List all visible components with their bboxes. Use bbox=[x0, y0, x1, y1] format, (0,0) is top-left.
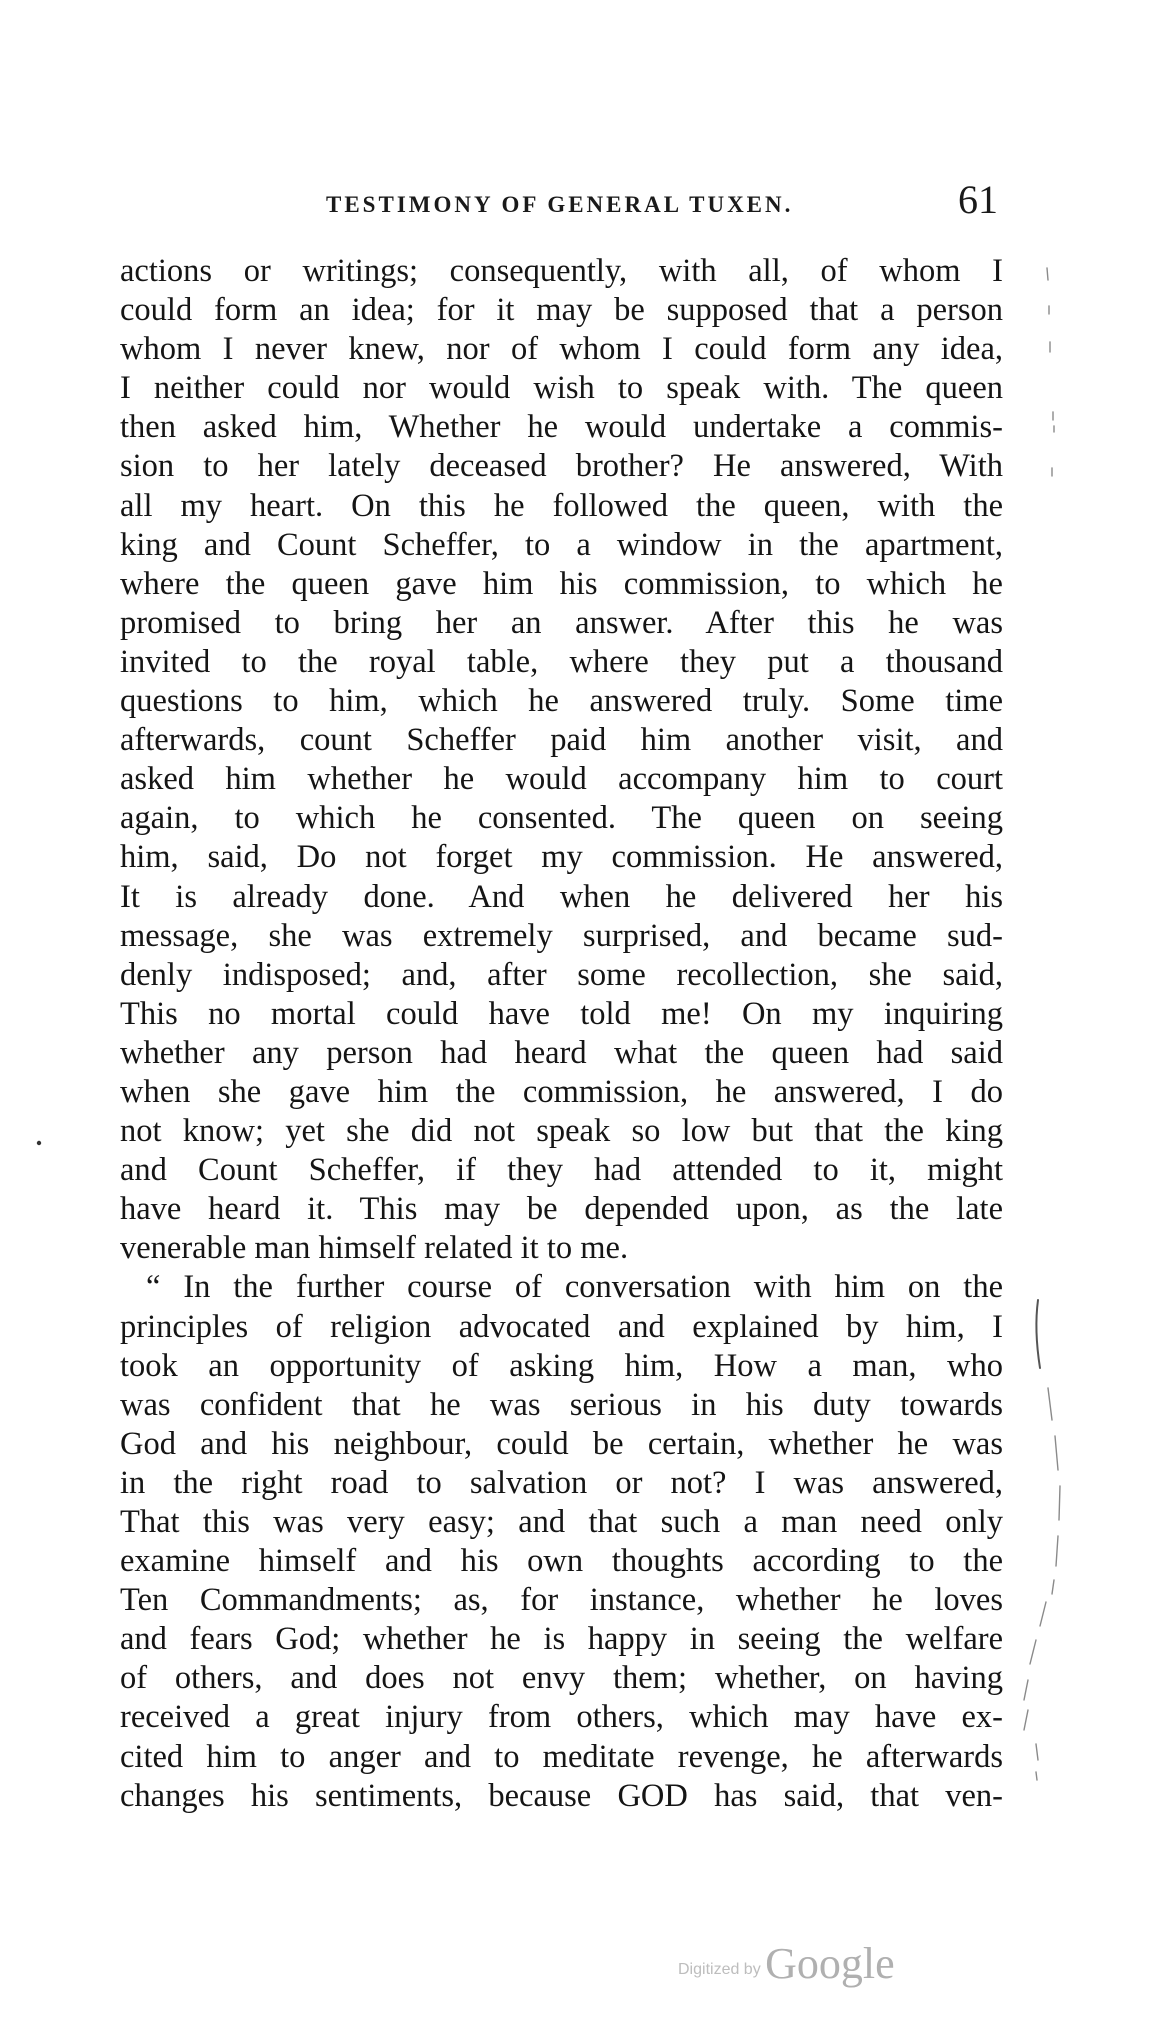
text-line: message, she was extremely surprised, and became sud- bbox=[120, 917, 1003, 954]
margin-mark bbox=[1036, 1744, 1038, 1760]
text-line: God and his neighbour, could be certain, whether he was bbox=[120, 1425, 1003, 1462]
margin-mark bbox=[1024, 1680, 1028, 1700]
margin-mark bbox=[1056, 1536, 1058, 1566]
text-line: asked him whether he would accompany him to court bbox=[120, 761, 1003, 798]
text-line: and fears God; whether he is happy in seeing the welfare bbox=[120, 1621, 1003, 1658]
text-line: have heard it. This may be depended upon, as the late bbox=[120, 1191, 1003, 1228]
text-line: afterwards, count Scheffer paid him another visit, and bbox=[120, 722, 1003, 759]
text-line: in the right road to salvation or not? I was answered, bbox=[120, 1464, 1003, 1501]
margin-mark bbox=[1036, 1300, 1040, 1368]
text-line: cited him to anger and to meditate revenge, he afterwards bbox=[120, 1738, 1003, 1775]
digitized-watermark bbox=[678, 1938, 895, 1989]
text-line: principles of religion advocated and explained by him, I bbox=[120, 1308, 1003, 1345]
body-text bbox=[120, 252, 1003, 1816]
text-line: whether any person had heard what the queen had said bbox=[120, 1034, 1003, 1071]
text-line: That this was very easy; and that such a man need only bbox=[120, 1504, 1003, 1540]
margin-mark bbox=[1024, 1710, 1028, 1730]
text-line: I neither could nor would wish to speak with. The queen bbox=[120, 370, 1003, 407]
text-line: This no mortal could have told me! On my inquiring bbox=[120, 995, 1003, 1032]
margin-mark bbox=[1048, 1388, 1052, 1420]
margin-mark bbox=[1030, 1640, 1036, 1664]
margin-mark bbox=[1040, 1602, 1046, 1626]
text-line: questions to him, which he answered truly. Some time bbox=[120, 683, 1003, 720]
text-line: It is already done. And when he delivered her his bbox=[120, 878, 1003, 915]
text-line: actions or writings; consequently, with all, of whom I bbox=[120, 253, 1003, 289]
margin-mark bbox=[1047, 268, 1048, 280]
text-line: king and Count Scheffer, to a window in the apartment, bbox=[120, 526, 1003, 563]
paragraph-start-line: “ In the further course of conversation with him on the bbox=[146, 1269, 1003, 1306]
text-line: was confident that he was serious in his duty towards bbox=[120, 1386, 1003, 1423]
margin-mark bbox=[1055, 1436, 1058, 1470]
text-line: and Count Scheffer, if they had attended to it, might bbox=[120, 1152, 1003, 1189]
text-line: could form an idea; for it may be supposed that a person bbox=[120, 292, 1003, 329]
text-line: where the queen gave him his commission, to which he bbox=[120, 565, 1003, 602]
text-line: invited to the royal table, where they put a thousand bbox=[120, 643, 1003, 680]
margin-mark bbox=[1036, 1772, 1037, 1780]
running-title: TESTIMONY OF GENERAL TUXEN. bbox=[326, 192, 794, 217]
text-line: all my heart. On this he followed the queen, with the bbox=[120, 487, 1003, 524]
text-line: then asked him, Whether he would undertake a commis- bbox=[120, 409, 1003, 446]
text-line: took an opportunity of asking him, How a man, who bbox=[120, 1347, 1003, 1384]
text-line: again, to which he consented. The queen on seeing bbox=[120, 800, 1003, 837]
text-line: received a great injury from others, which may have ex- bbox=[120, 1699, 1003, 1736]
watermark-brand: Google bbox=[765, 1939, 895, 1988]
text-line: of others, and does not envy them; whether, on having bbox=[120, 1660, 1003, 1697]
paragraph-end-line: venerable man himself related it to me. bbox=[120, 1230, 629, 1267]
text-line: him, said, Do not forget my commission. He answered, bbox=[120, 839, 1003, 876]
watermark-prefix: Digitized by bbox=[678, 1961, 761, 1978]
text-line: Ten Commandments; as, for instance, whether he loves bbox=[120, 1582, 1003, 1619]
text-line: whom I never knew, nor of whom I could form any idea, bbox=[120, 331, 1003, 368]
text-line: sion to her lately deceased brother? He answered, With bbox=[120, 448, 1003, 485]
stray-dot bbox=[37, 1141, 41, 1145]
text-line: denly indisposed; and, after some recollection, she said, bbox=[120, 956, 1003, 993]
text-line: not know; yet she did not speak so low but that the king bbox=[120, 1113, 1003, 1150]
text-line: promised to bring her an answer. After this he was bbox=[120, 604, 1003, 641]
text-line: when she gave him the commission, he answered, I do bbox=[120, 1073, 1003, 1110]
margin-mark bbox=[1052, 1580, 1054, 1594]
margin-mark bbox=[1059, 1486, 1060, 1520]
text-line: changes his sentiments, because GOD has said, that ven- bbox=[120, 1777, 1003, 1814]
text-line: examine himself and his own thoughts according to the bbox=[120, 1543, 1003, 1580]
page-number: 61 bbox=[958, 177, 998, 222]
